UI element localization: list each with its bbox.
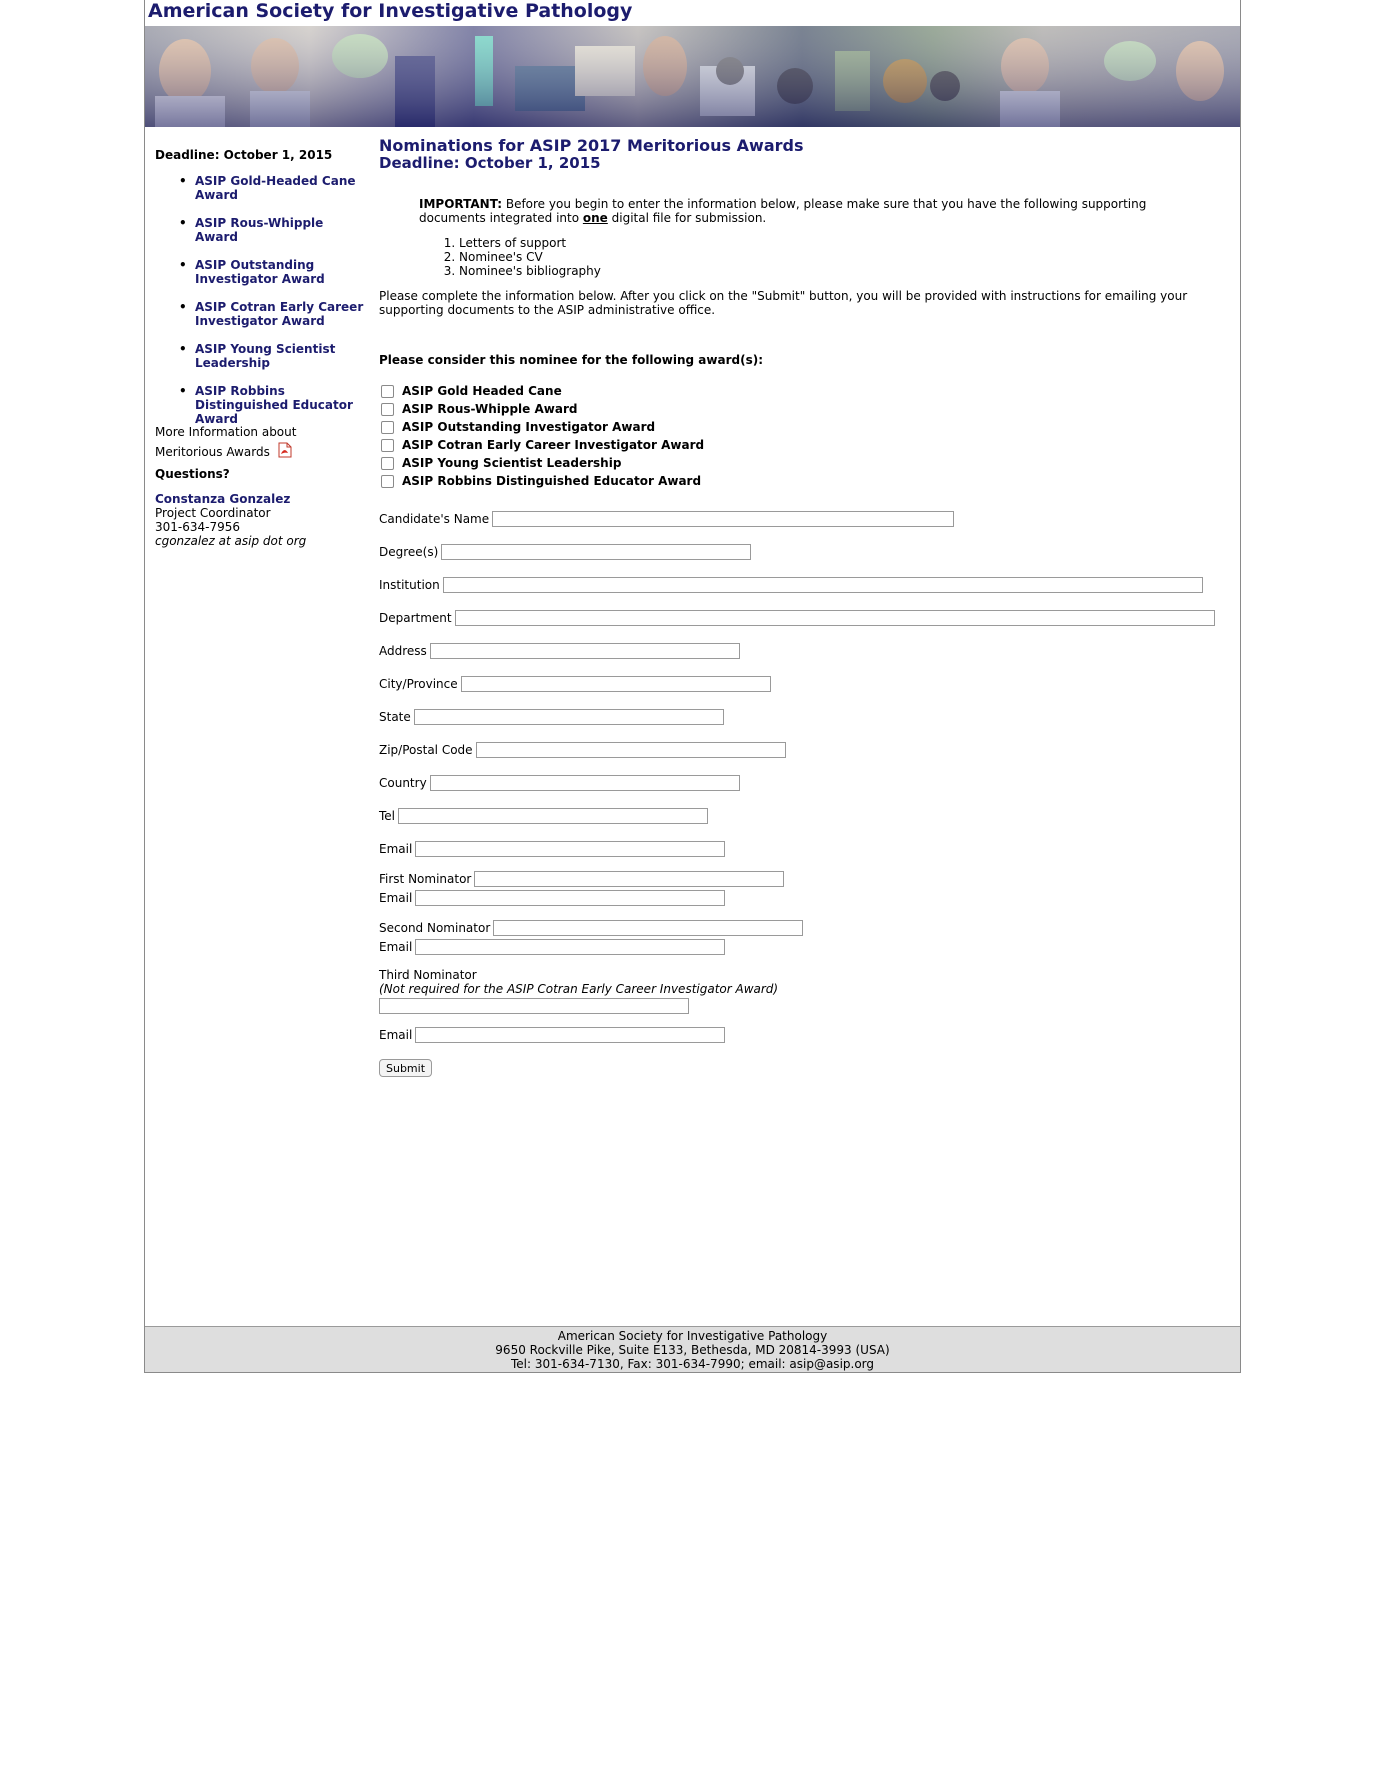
contact-name: Constanza Gonzalez xyxy=(155,492,291,506)
sidebar-award-list xyxy=(155,174,365,440)
page-title: Nominations for ASIP 2017 Meritorious Awards xyxy=(379,136,804,155)
pdf-icon[interactable] xyxy=(278,442,292,464)
field-row-degrees xyxy=(379,542,751,562)
more-info-link[interactable] xyxy=(155,423,365,464)
award-checkbox-gold-headed-cane[interactable] xyxy=(381,385,394,398)
sidebar-link-cotran[interactable]: ASIP Cotran Early Career Investigator Award xyxy=(195,300,364,328)
sidebar-link-robbins[interactable]: ASIP Robbins Distinguished Educator Award xyxy=(195,384,353,426)
award-option-label: ASIP Robbins Distinguished Educator Award xyxy=(402,474,702,488)
sidebar-item-cotran xyxy=(155,300,365,328)
instructions-text: Please complete the information below. After you click on the "Submit" button, you will be provided with instructions for emailing your supporting documents to the ASIP administrative office. xyxy=(379,289,1188,317)
header-banner-image xyxy=(145,26,1240,127)
first-nominator-email-label: Email xyxy=(379,891,413,905)
sidebar-item-robbins xyxy=(155,384,365,426)
document-item: 1. Letters of support xyxy=(459,236,601,250)
award-option-rous-whipple xyxy=(379,401,577,417)
important-text-2: digital file for submission. xyxy=(607,211,767,225)
award-checkbox-outstanding-investigator[interactable] xyxy=(381,421,394,434)
field-row-country xyxy=(379,773,740,793)
first-nominator-input[interactable] xyxy=(474,871,784,887)
first-nominator-email-input[interactable] xyxy=(415,890,725,906)
award-option-label: ASIP Gold Headed Cane xyxy=(402,384,562,398)
field-row-first-nominator-email xyxy=(379,888,725,908)
sidebar-link-gold-headed-cane[interactable]: ASIP Gold-Headed Cane Award xyxy=(195,174,356,202)
award-option-label: ASIP Outstanding Investigator Award xyxy=(402,420,656,434)
footer-contact: Tel: 301-634-7130, Fax: 301-634-7990; email: asip@asip.org xyxy=(510,1357,875,1371)
zip-input[interactable] xyxy=(476,742,786,758)
footer xyxy=(145,1326,1240,1372)
email-label: Email xyxy=(379,842,413,856)
award-checkbox-rous-whipple[interactable] xyxy=(381,403,394,416)
third-nominator-email-input[interactable] xyxy=(415,1027,725,1043)
important-emphasis: one xyxy=(582,211,608,225)
field-row-second-nominator-email xyxy=(379,937,725,957)
field-row-tel xyxy=(379,806,708,826)
field-row-second-nominator xyxy=(379,918,803,938)
state-input[interactable] xyxy=(414,709,724,725)
questions-heading: Questions? xyxy=(155,467,230,481)
field-row-third-nominator-email xyxy=(379,1025,725,1045)
award-option-cotran xyxy=(379,437,704,453)
field-row-address xyxy=(379,641,740,661)
city-label: City/Province xyxy=(379,677,458,691)
department-label: Department xyxy=(379,611,452,625)
third-nominator-note: (Not required for the ASIP Cotran Early Career Investigator Award) xyxy=(379,982,779,996)
field-row-department xyxy=(379,608,1215,628)
more-info-text[interactable]: More Information about Meritorious Awards xyxy=(155,425,297,459)
second-nominator-input[interactable] xyxy=(493,920,803,936)
sidebar-item-rous-whipple xyxy=(155,216,365,244)
submit-button[interactable]: Submit xyxy=(379,1059,432,1077)
sidebar-link-outstanding-investigator[interactable]: ASIP Outstanding Investigator Award xyxy=(195,258,325,286)
award-checkbox-robbins[interactable] xyxy=(381,475,394,488)
degrees-input[interactable] xyxy=(441,544,751,560)
award-option-label: ASIP Rous-Whipple Award xyxy=(402,402,578,416)
city-input[interactable] xyxy=(461,676,771,692)
footer-org-name: American Society for Investigative Pathology xyxy=(557,1329,828,1343)
documents-list xyxy=(419,236,601,278)
third-nominator-label: Third Nominator xyxy=(379,968,477,982)
email-input[interactable] xyxy=(415,841,725,857)
sidebar-item-young-scientist xyxy=(155,342,365,370)
country-input[interactable] xyxy=(430,775,740,791)
field-row-city xyxy=(379,674,771,694)
contact-title: Project Coordinator xyxy=(155,506,271,520)
sidebar-deadline: Deadline: October 1, 2015 xyxy=(155,148,333,162)
candidate-name-label: Candidate's Name xyxy=(379,512,490,526)
site-title: American Society for Investigative Pathology xyxy=(148,0,633,22)
tel-label: Tel xyxy=(379,809,396,823)
address-label: Address xyxy=(379,644,427,658)
important-text-1: Before you begin to enter the information below, please make sure that you have the following supporting documents integrated into xyxy=(419,197,1147,225)
field-row-zip xyxy=(379,740,786,760)
award-option-outstanding-investigator xyxy=(379,419,655,435)
candidate-name-input[interactable] xyxy=(492,511,954,527)
zip-label: Zip/Postal Code xyxy=(379,743,473,757)
document-item: 3. Nominee's bibliography xyxy=(459,264,601,278)
contact-phone: 301-634-7956 xyxy=(155,520,241,534)
field-row-state xyxy=(379,707,724,727)
field-row-email xyxy=(379,839,725,859)
award-option-young-scientist xyxy=(379,455,621,471)
page-deadline: Deadline: October 1, 2015 xyxy=(379,154,601,172)
sidebar-link-rous-whipple[interactable]: ASIP Rous-Whipple Award xyxy=(195,216,324,244)
first-nominator-label: First Nominator xyxy=(379,872,472,886)
state-label: State xyxy=(379,710,411,724)
tel-input[interactable] xyxy=(398,808,708,824)
institution-input[interactable] xyxy=(443,577,1203,593)
important-notice xyxy=(419,197,1199,225)
address-input[interactable] xyxy=(430,643,740,659)
third-nominator-label-block xyxy=(379,968,778,996)
award-option-label: ASIP Young Scientist Leadership xyxy=(402,456,622,470)
third-nominator-input[interactable] xyxy=(379,998,689,1014)
institution-label: Institution xyxy=(379,578,440,592)
document-item: 2. Nominee's CV xyxy=(459,250,601,264)
third-nominator-email-label: Email xyxy=(379,1028,413,1042)
field-row-institution xyxy=(379,575,1203,595)
award-option-label: ASIP Cotran Early Career Investigator Award xyxy=(402,438,705,452)
footer-address: 9650 Rockville Pike, Suite E133, Bethesda, MD 20814-3993 (USA) xyxy=(495,1343,890,1357)
contact-email: cgonzalez at asip dot org xyxy=(155,534,307,548)
degrees-label: Degree(s) xyxy=(379,545,439,559)
page-container xyxy=(144,0,1241,1373)
sidebar-item-gold-headed-cane xyxy=(155,174,365,202)
second-nominator-email-input[interactable] xyxy=(415,939,725,955)
sidebar-link-young-scientist[interactable]: ASIP Young Scientist Leadership xyxy=(195,342,336,370)
sidebar-item-outstanding-investigator xyxy=(155,258,365,286)
award-option-gold-headed-cane xyxy=(379,383,562,399)
contact-block xyxy=(155,492,306,548)
field-row-first-nominator xyxy=(379,869,784,889)
field-row-candidate-name xyxy=(379,509,954,529)
award-checkbox-young-scientist[interactable] xyxy=(381,457,394,470)
country-label: Country xyxy=(379,776,427,790)
second-nominator-label: Second Nominator xyxy=(379,921,491,935)
second-nominator-email-label: Email xyxy=(379,940,413,954)
department-input[interactable] xyxy=(455,610,1215,626)
award-selection-heading: Please consider this nominee for the following award(s): xyxy=(379,353,763,367)
award-checkbox-cotran[interactable] xyxy=(381,439,394,452)
award-option-robbins xyxy=(379,473,701,489)
important-label: IMPORTANT: xyxy=(419,197,503,211)
